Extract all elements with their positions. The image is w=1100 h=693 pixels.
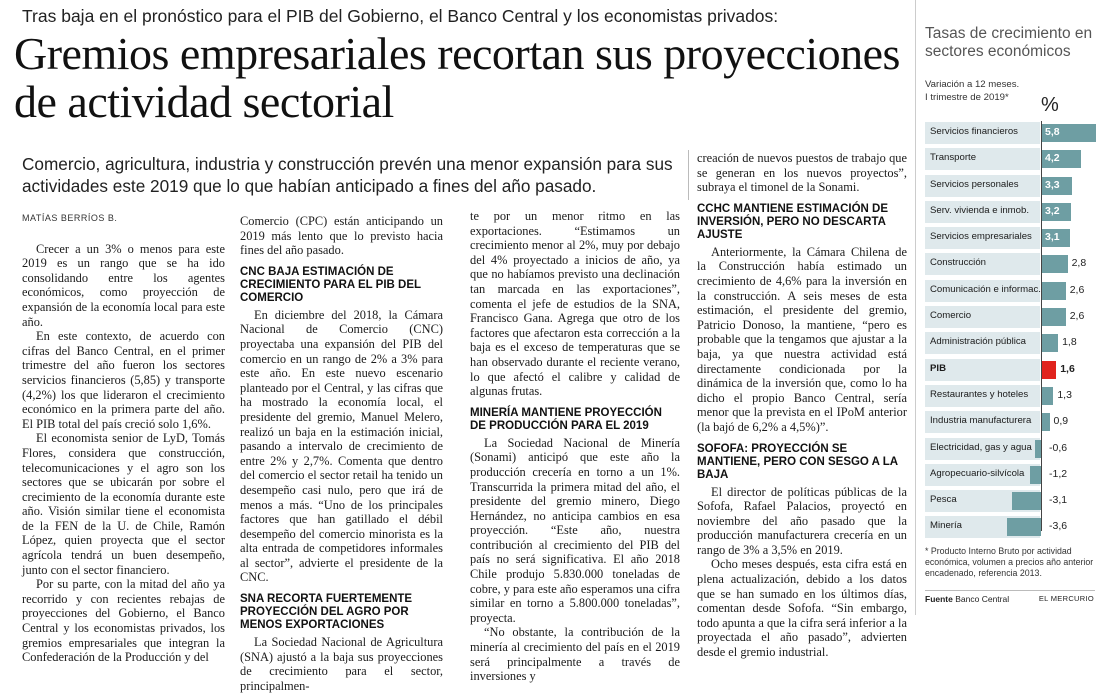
chart-row — [925, 199, 1095, 225]
article-column-3 — [470, 209, 680, 684]
chart-zero-axis — [1041, 121, 1042, 531]
subhead-mineria: MINERÍA MANTIENE PROYECCIÓN DE PRODUCCIÓN PARA EL 2019 — [470, 406, 662, 432]
paragraph: La Sociedad Nacional de Minería (Sonami) anticipó que este año la producción crecería en torno a un 1%. Transcurrida la primera mitad del año, el presidente del gremio minero, Diego Hernández, no anticipa cambios en esa proyección. “Este año, nuestra contribución al crecimiento del PIB del país no será significativa. El año 2018 Chile produjo 5.830.000 toneladas de cobre, y para este año esperamos una cifra similar en torno a 5.800.000 toneladas”, proyecta. — [470, 435, 680, 625]
category-label: Minería — [930, 520, 962, 532]
category-label: Pesca — [930, 494, 957, 506]
value-label: 4,2 — [1045, 152, 1060, 165]
chart-row — [925, 251, 1095, 277]
value-label: 2,8 — [1071, 257, 1087, 270]
value-label: -3,1 — [1049, 494, 1068, 507]
category-label: Servicios empresariales — [930, 231, 1032, 243]
chart-subtitle — [925, 78, 1095, 104]
paragraph: Por su parte, con la mitad del año ya recorrido y con recientes rebajas de proyecciones del Gobierno, el Banco Central y los economistas privados, los gremios empresariales que integran la Confederación de la Producción y del — [22, 577, 225, 665]
chart-row — [925, 173, 1095, 199]
value-label: 5,8 — [1045, 126, 1060, 138]
value-label: 1,6 — [1060, 362, 1075, 375]
chart-row — [925, 462, 1095, 488]
paragraph: Comercio (CPC) están anticipando un 2019 más lento que lo previsto hacia fines del año pasado. — [240, 214, 443, 258]
bar — [1041, 308, 1066, 326]
paragraph: te por un menor ritmo en las exportaciones. “Estimamos un crecimiento menor al 2%, muy por debajo del 4% proyectado a inicios de año, ya que no habíamos previsto una declinación tan marcada en las exportaciones”, comenta el jefe de estudios de la SNA, Francisco Gana. Agrega que otro de los factores que afectaron esta corrección a la baja es el exceso de temperaturas que se han observado durante el reciente verano, lo que afectó el calibre y calidad de algunas frutas. — [470, 209, 680, 399]
category-label: Electricidad, gas y agua — [930, 441, 1032, 453]
bar — [1012, 492, 1041, 510]
chart-title: Tasas de crecimiento en sectores económicos — [925, 25, 1093, 60]
chart-subtitle-line-1: Variación a 12 meses. — [925, 79, 1020, 90]
value-label: 1,8 — [1062, 336, 1077, 349]
bar — [1041, 387, 1053, 405]
category-label: Serv. vivienda e inmob. — [930, 204, 1030, 216]
value-label: -3,6 — [1049, 520, 1068, 533]
bar — [1041, 255, 1068, 273]
category-label: Industria manufacturera — [930, 415, 1032, 427]
chart-row — [925, 304, 1095, 330]
subhead-sna: SNA RECORTA FUERTEMENTE PROYECCIÓN DEL AGRO POR MENOS EXPORTACIONES — [240, 593, 413, 632]
subhead-cnc: CNC BAJA ESTIMACIÓN DE CRECIMIENTO PARA EL PIB DEL COMERCIO — [240, 265, 421, 304]
paragraph: Ocho meses después, esta cifra está en plena actualización, debido a los datos que se han sumado en los últimos días, comentan desde Sofofa. “Sin embargo, todo apunta a que la cifra será inferior a la proyectada el año pasado”, advierten desde el gremio industrial. — [697, 557, 907, 660]
headline: Gremios empresariales recortan sus proyecciones de actividad sectorial — [14, 28, 900, 127]
paragraph: El economista senior de LyD, Tomás Flores, considera que construcción, telecomunicaciones y el agro son los sectores que se ubicarán por sobre el crecimiento de la economía durante este año. Visión similar tiene el economista de la FEN de la U. de Chile, Ramón López, quien proyecta que el sector agrícola tendrá un buen desempeño, junto con el sector financiero. — [22, 431, 225, 577]
category-label: Comunicación e informac. — [930, 283, 1041, 295]
chart-row — [925, 409, 1095, 435]
chart-row — [925, 514, 1095, 540]
value-label: 0,9 — [1053, 415, 1069, 428]
source-label: Fuente — [925, 594, 953, 604]
article-column-4 — [697, 151, 907, 660]
source-rule — [925, 590, 1095, 591]
paragraph: Anteriormente, la Cámara Chilena de la Construcción había estimado un crecimiento de 4,6% para la inversión en la construcción. A seis meses de esta estimación, el presidente del gremio, Patricio Donoso, la mantiene, “pero es probable que la tengamos que ajustar a la baja, ya que nuestra actividad está directamente condicionada por la dinámica de la inversión que, como lo ha dicho el propio Banco Central, sería menor que la prevista en el IPoM anterior (la bajó de 6,2% a 4,5%)”. — [697, 244, 907, 434]
deck: Comercio, agricultura, industria y construcción prevén una menor expansión para sus actividades este 2019 que lo que habían anticipado a fines del año pasado. — [22, 154, 673, 196]
bar — [1030, 466, 1041, 484]
value-label: 3,1 — [1045, 231, 1060, 244]
chart-row — [925, 330, 1095, 356]
chart-row — [925, 225, 1095, 251]
chart-footnote: * Producto Interno Bruto por actividad económica, volumen a precios año anterior encadenado, referencia 2013. — [925, 546, 1094, 578]
sidebar-divider — [915, 0, 916, 615]
category-label: Construcción — [930, 257, 986, 269]
value-label: 1,3 — [1057, 388, 1072, 401]
category-label: Servicios personales — [930, 178, 1019, 190]
paragraph: En diciembre del 2018, la Cámara Nacional de Comercio (CNC) proyectaba una expansión del PIB del comercio en un rango de 2% a 3% para este año. En este nuevo escenario planteado por el Central, y las cifras que ha mostrado la economía local, el presidente del gremio, Manuel Melero, realizó un baja en la estimación inicial, pasando a intervalo de crecimiento de entre 2% y 2,7%. Comenta que dentro del comercio el sector retail ha tenido un desempeño casi nulo, pero que irá de menos a más. “Uno de los principales factores que han gatillado el débil desempeño del comercio minorista es la alta entrada de competidores informales al sector”, advierte el presidente de la CNC. — [240, 307, 443, 585]
source-value: Banco Central — [955, 594, 1010, 604]
paragraph: creación de nuevos puestos de trabajo que se generan en los nuevos proyectos”, subraya el timonel de la Sonami. — [697, 151, 907, 195]
value-label: -0,6 — [1049, 441, 1068, 454]
paragraph: La Sociedad Nacional de Agricultura (SNA) ajustó a la baja sus proyecciones de crecimiento para el sector, principalmen- — [240, 635, 443, 693]
value-label: 3,3 — [1045, 178, 1060, 191]
category-label: Agropecuario-silvícola — [930, 467, 1025, 479]
article-column-2 — [240, 214, 443, 693]
chart-subtitle-line-2: I trimestre de 2019* — [925, 92, 1009, 103]
value-label: 3,2 — [1045, 204, 1060, 217]
subhead-sofofa: SOFOFA: PROYECCIÓN SE MANTIENE, PERO CON SESGO A LA BAJA — [697, 442, 898, 481]
category-label: Transporte — [930, 152, 977, 164]
bar — [1041, 413, 1050, 431]
bar-chart — [925, 120, 1095, 541]
value-label: 2,6 — [1069, 283, 1085, 296]
paragraph: Crecer a un 3% o menos para este 2019 es un rango que se ha ido consolidando entre los agentes económicos, como proyección de expansión de la economía local para este año. — [22, 241, 225, 329]
chart-row — [925, 278, 1095, 304]
chart-row — [925, 146, 1095, 172]
paragraph: “No obstante, la contribución de la minería al crecimiento del país en el 2019 será principalmente a través de inversiones y — [470, 625, 680, 684]
paragraph: El director de políticas públicas de la Sofofa, Rafael Palacios, proyectó en noviembre del año pasado que la producción manufacturera crecería en un rango de 3% a 3,5% en 2019. — [697, 484, 907, 557]
chart-row — [925, 357, 1095, 383]
byline: MATÍAS BERRÍOS B. — [22, 213, 118, 223]
category-label: Comercio — [930, 310, 972, 322]
paragraph: En este contexto, de acuerdo con cifras del Banco Central, en el primer trimestre del año fueron los sectores servicios financieros (5,85) y transporte (4,2%) los que lideraron el crecimiento económico en la primera parte del año. El PIB total del país creció solo 1,6%. — [22, 329, 225, 431]
category-label: Servicios financieros — [930, 126, 1018, 137]
category-label: PIB — [930, 362, 946, 374]
bar — [1041, 361, 1056, 379]
publisher-brand: EL MERCURIO — [1038, 594, 1094, 603]
value-label: 2,6 — [1069, 310, 1085, 323]
chart-row — [925, 120, 1095, 146]
category-label: Administración pública — [930, 336, 1026, 348]
article-column-1 — [22, 211, 225, 665]
value-label: -1,2 — [1049, 467, 1068, 480]
bar — [1041, 334, 1058, 352]
bar — [1041, 282, 1066, 300]
chart-row — [925, 488, 1095, 514]
chart-row — [925, 383, 1095, 409]
bar — [1007, 518, 1041, 536]
chart-row — [925, 436, 1095, 462]
subhead-cchc: CCHC MANTIENE ESTIMACIÓN DE INVERSIÓN, PERO NO DESCARTA AJUSTE — [697, 202, 889, 241]
column-divider — [688, 150, 689, 200]
chart-unit: % — [1041, 94, 1059, 116]
category-label: Restaurantes y hoteles — [930, 388, 1029, 400]
kicker: Tras baja en el pronóstico para el PIB del Gobierno, el Banco Central y los economistas privados: — [22, 6, 779, 26]
